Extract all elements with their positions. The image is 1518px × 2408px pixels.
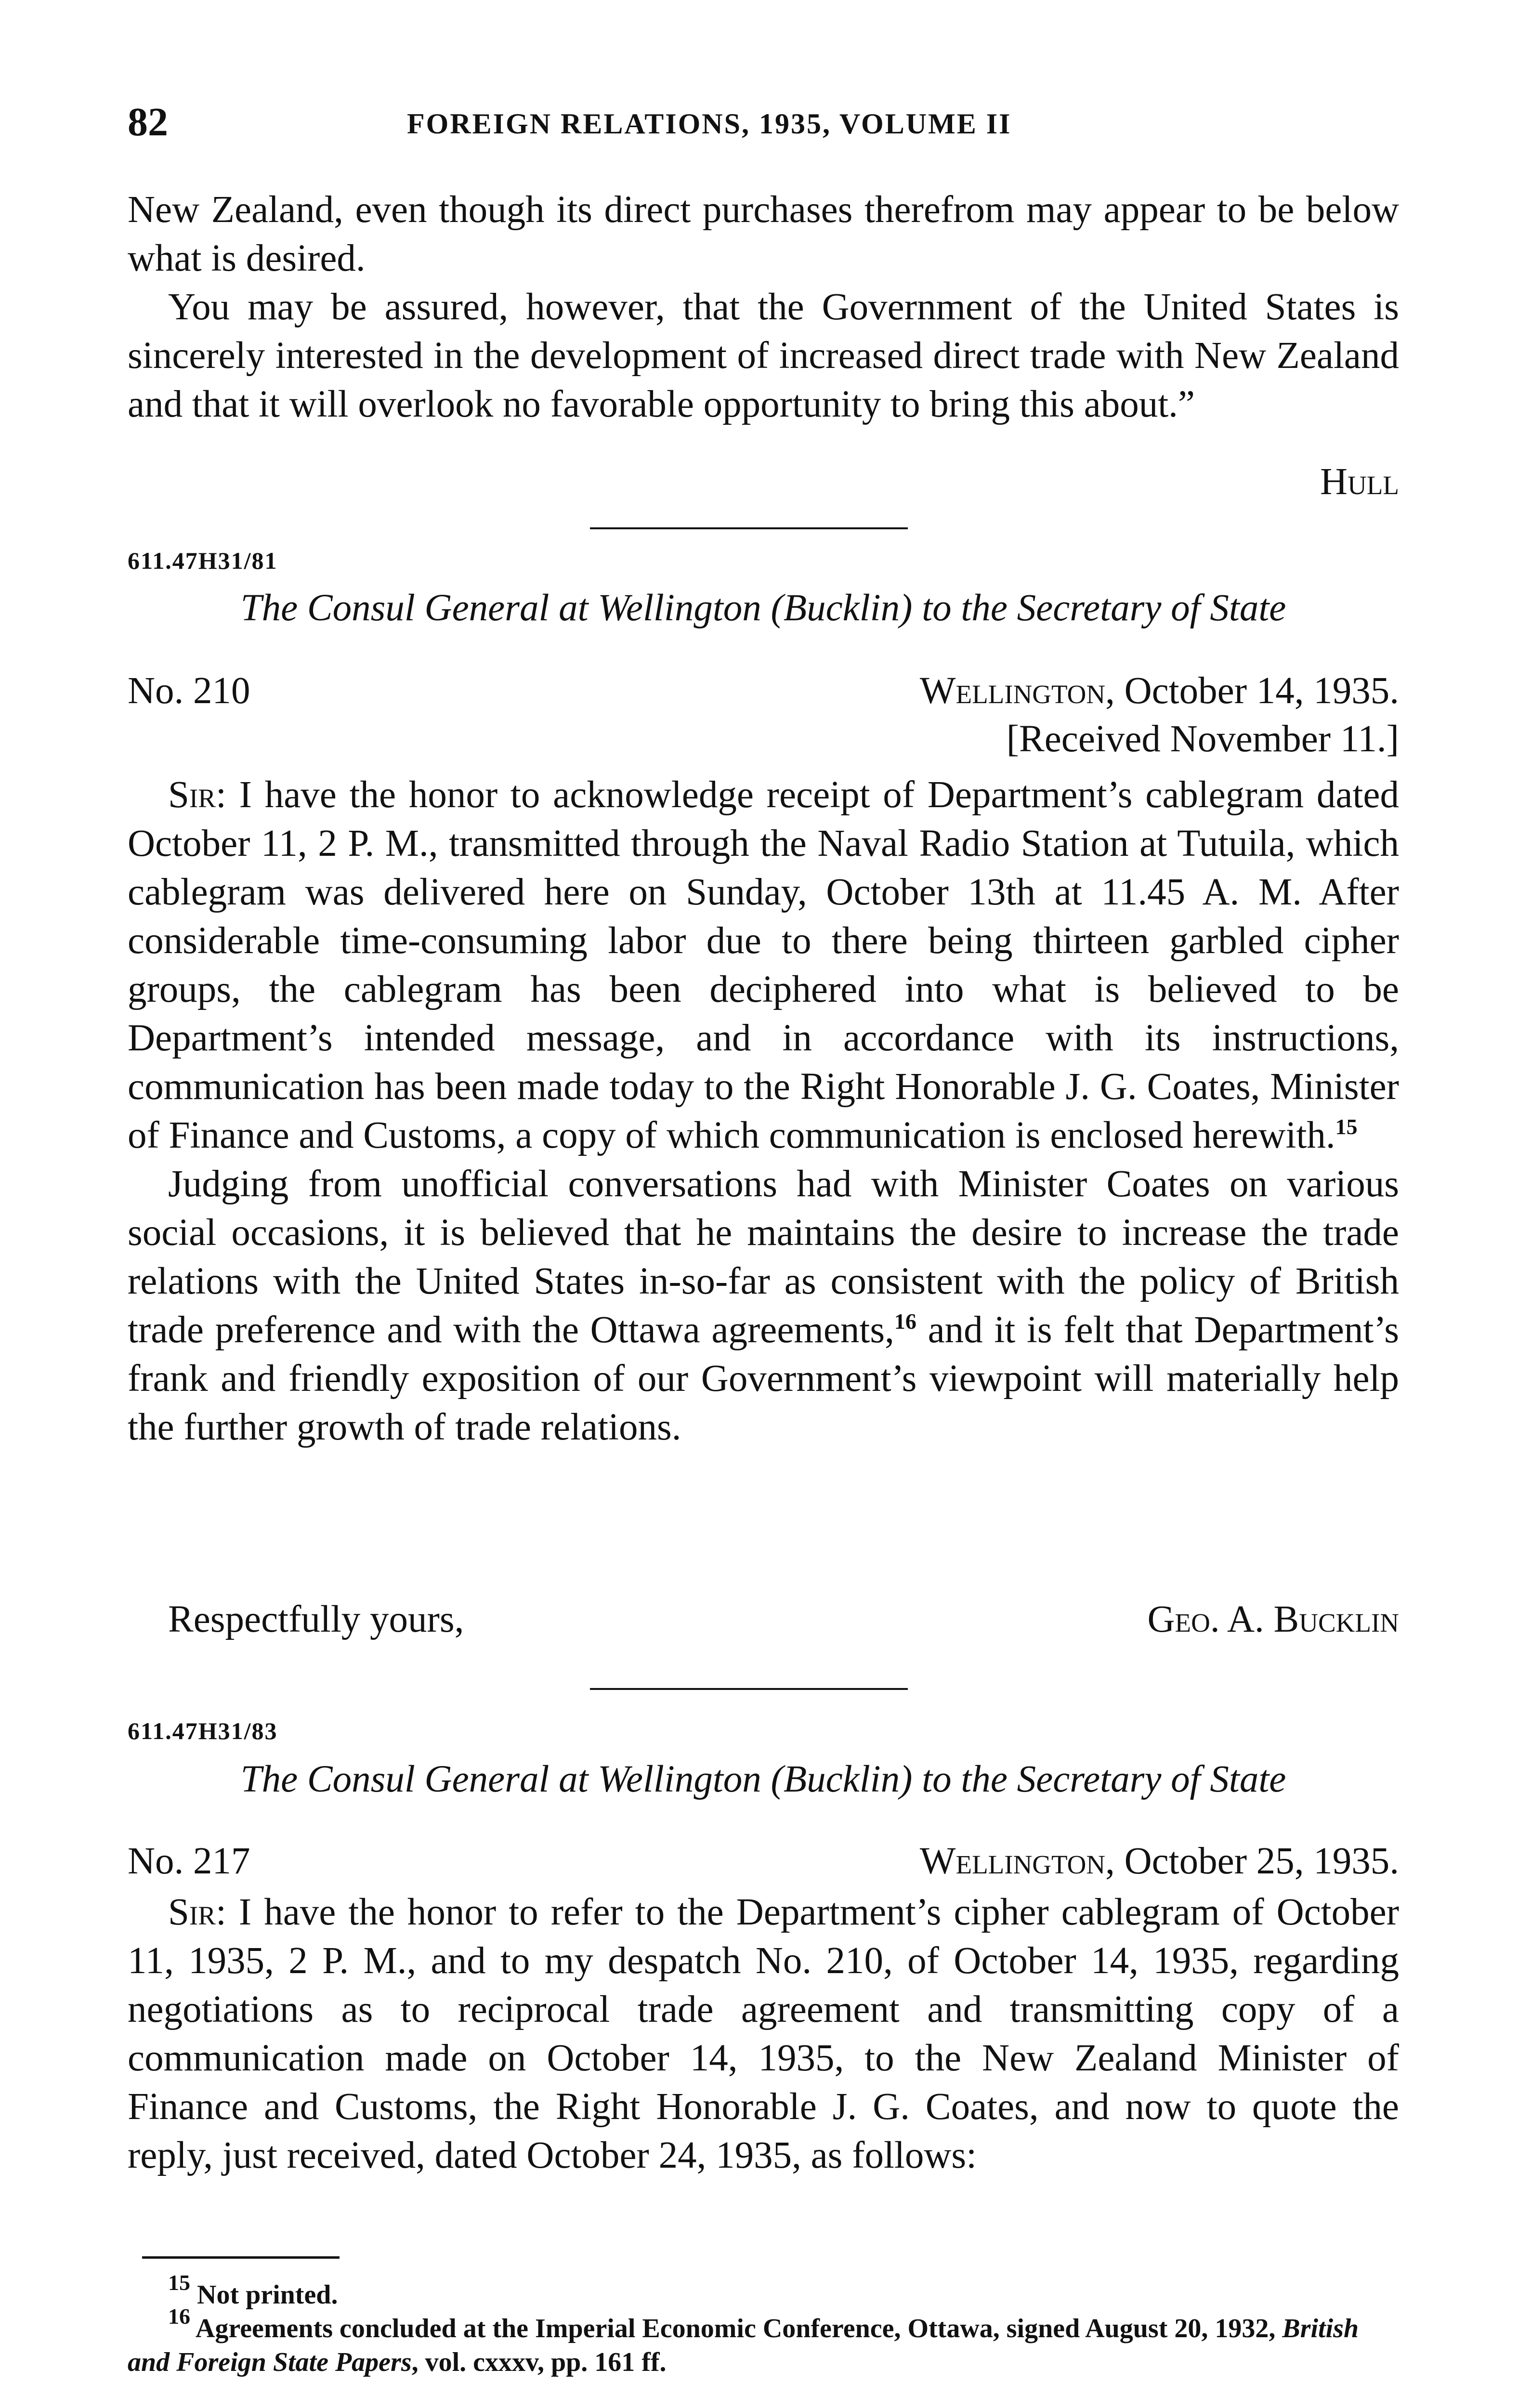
despatch-number: No. 217 [128,1840,250,1882]
heading-name: Bucklin [783,1758,900,1800]
footnote-15-text: Not printed. [190,2280,338,2310]
heading-pre: The Consul General at Wellington ( [240,1758,784,1800]
footnote-ref-15: 15 [1335,1114,1358,1139]
letter-paragraph-1 [128,1888,1399,2180]
received-line: [Received November 11.] [1006,718,1399,760]
footnote-16-title: British and Foreign State Papers [128,2314,1359,2377]
continuation-text [128,185,1399,429]
footnote-ref-16: 16 [894,1309,916,1334]
footnote-16-text-a: Agreements concluded at the Imperial Economic Conference, Ottawa, signed August 20, 1932, [190,2314,1282,2343]
footnotes [128,2270,1399,2379]
despatch-line [128,669,1399,718]
closing: Respectfully yours, [168,1598,464,1640]
footnote-mark-15: 15 [168,2270,190,2295]
document-heading [128,1758,1399,1801]
letter-paragraph-1 [128,771,1399,1160]
signer-initials: Geo. A. [1147,1598,1274,1640]
paragraph-2a-text: Judging from unofficial conversations had with Minister Coates on various social occasions, it is believed that he maintains the desire to increase the trade relations with the United States in-so-far as consistent with the policy of British trade preference and with the Ottawa agreements, [128,1163,1399,1351]
page-number: 82 [128,100,168,144]
paragraph-1-text: : I have the honor to refer to the Department’s cipher cablegram of October 11, 1935, 2 P. M., and to my despatch No. 210, of October 14, 1935, regarding negotiations as to reciprocal trade agreement and transmitting copy of a communication made on October 14, 1935, to the New Zealand Minister of Finance and Customs, the Right Honorable J. G. Coates, and now to quote the reply, just received, dated October 24, 1935, as follows: [128,1891,1399,2176]
footnote-16-text-b: , vol. cxxxv, pp. 161 ff. [411,2347,667,2377]
file-number: 611.47H31/81 [128,547,278,574]
place-date [920,1840,1399,1883]
place-date [920,669,1399,713]
signer-surname: Bucklin [1273,1598,1399,1640]
file-number: 611.47H31/83 [128,1717,278,1744]
closing-line [128,1598,1399,1646]
document-heading [128,587,1399,630]
paragraph-2b-text: and it is felt that Department’s frank and friendly exposition of our Government’s viewpoint will materially help the further growth of trade relations. [128,1309,1399,1448]
date: , October 14, 1935. [1105,670,1399,712]
section-divider [590,527,908,529]
footnote-mark-16: 16 [168,2304,190,2329]
continuation-paragraph-2: You may be assured, however, that the Government of the United States is sincerely interested in the development of increased direct trade with New Zealand and that it will overlook no favorable opportunity to bring this about.” [128,286,1399,425]
salutation: Sir [168,1891,216,1933]
salutation: Sir [168,774,216,816]
signer [1147,1598,1399,1641]
continuation-paragraph-1: New Zealand, even though its direct purchases therefrom may appear to be below what is desired. [128,189,1399,279]
heading-post: ) to the Secretary of State [900,587,1286,629]
paragraph-1-text: : I have the honor to acknowledge receipt of Department’s cablegram dated October 11, 2 P. M., transmitted through the Naval Radio Station at Tutuila, which cablegram was delivered here on Sunday, October 13th at 11.45 A. M. After considerable time-consuming labor due to there being thirteen garbled cipher groups, the cablegram has been deciphered into what is believed to be Department’s intended message, and in accordance with its instructions, communication has been made today to the Right Honorable J. G. Coates, Minister of Finance and Customs, a copy of which communication is enclosed herewith. [128,774,1399,1156]
heading-pre: The Consul General at Wellington ( [240,587,784,629]
despatch-number: No. 210 [128,670,250,712]
heading-post: ) to the Secretary of State [900,1758,1286,1800]
place: Wellington [919,1840,1106,1882]
letter-body [128,771,1399,1452]
footnote-16 [128,2304,1399,2379]
heading-name: Bucklin [783,587,900,629]
letter-body [128,1888,1399,2180]
page-header [128,99,1399,152]
footnote-15 [128,2270,1399,2312]
signature-hull: Hull [1320,461,1399,503]
despatch-line [128,1840,1399,1888]
date: , October 25, 1935. [1105,1840,1399,1882]
running-title: FOREIGN RELATIONS, 1935, VOLUME II [407,108,1012,140]
letter-paragraph-2 [128,1160,1399,1452]
footnote-rule [142,2256,340,2259]
section-divider [590,1688,908,1690]
place: Wellington [919,670,1106,712]
